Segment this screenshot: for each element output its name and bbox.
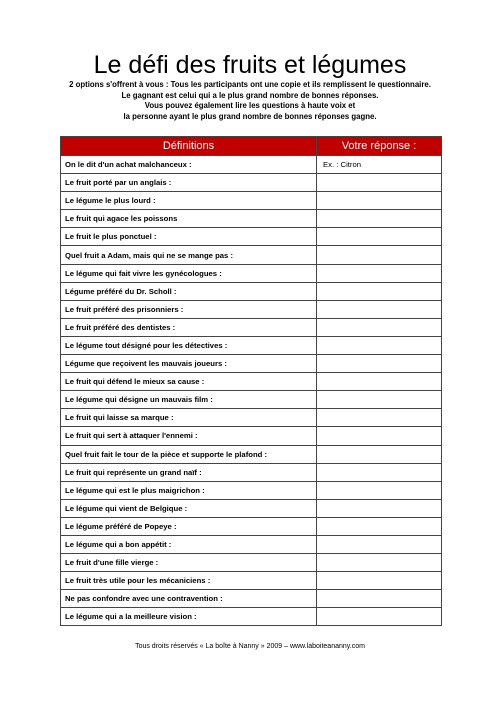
answer-cell[interactable] xyxy=(317,264,442,282)
answer-cell[interactable] xyxy=(317,210,442,228)
answer-cell[interactable] xyxy=(317,282,442,300)
table-row xyxy=(61,608,442,626)
table-row xyxy=(61,336,442,354)
answer-cell[interactable] xyxy=(317,336,442,354)
table-row xyxy=(61,300,442,318)
table-row xyxy=(61,210,442,228)
table-row xyxy=(61,264,442,282)
table-row xyxy=(61,246,442,264)
table-row xyxy=(61,228,442,246)
definition-cell: Légume préféré du Dr. Scholl : xyxy=(61,282,317,300)
answer-cell[interactable] xyxy=(317,535,442,553)
answer-cell[interactable] xyxy=(317,192,442,210)
page-title: Le défi des fruits et légumes xyxy=(93,51,407,79)
table-row xyxy=(61,156,442,174)
answer-cell[interactable] xyxy=(317,572,442,590)
answer-cell[interactable] xyxy=(317,554,442,572)
answer-cell[interactable] xyxy=(317,300,442,318)
definition-cell: Le légume tout désigné pour les détectives : xyxy=(61,336,317,354)
table-row xyxy=(61,391,442,409)
answer-cell[interactable] xyxy=(317,427,442,445)
definition-cell: Le fruit d'une fille vierge : xyxy=(61,554,317,572)
quiz-body xyxy=(61,156,442,626)
definition-cell: Le légume préféré de Popeye : xyxy=(61,517,317,535)
answer-cell[interactable] xyxy=(317,174,442,192)
answer-header: Votre réponse : xyxy=(317,137,442,156)
definition-cell: Le fruit préféré des dentistes : xyxy=(61,318,317,336)
table-row xyxy=(61,318,442,336)
table-header-row xyxy=(61,137,442,156)
definition-cell: Le fruit qui défend le mieux sa cause : xyxy=(61,373,317,391)
definition-cell: Le fruit porté par un anglais : xyxy=(61,174,317,192)
definition-cell: Le légume qui a la meilleure vision : xyxy=(61,608,317,626)
intro-line: Le gagnant est celui qui a le plus grand nombre de bonnes réponses. xyxy=(121,90,379,100)
table-row xyxy=(61,499,442,517)
table-row xyxy=(61,174,442,192)
definition-cell: Le légume qui fait vivre les gynécologues : xyxy=(61,264,317,282)
answer-cell[interactable] xyxy=(317,318,442,336)
intro-text xyxy=(20,80,480,122)
table-row xyxy=(61,445,442,463)
definition-cell: Le légume qui vient de Belgique : xyxy=(61,499,317,517)
table-row xyxy=(61,517,442,535)
table-row xyxy=(61,427,442,445)
answer-cell[interactable]: Ex. : Citron xyxy=(317,156,442,174)
answer-cell[interactable] xyxy=(317,246,442,264)
table-row xyxy=(61,373,442,391)
definition-cell: Le fruit qui agace les poissons xyxy=(61,210,317,228)
definition-cell: Le fruit qui représente un grand naïf : xyxy=(61,463,317,481)
intro-line: la personne ayant le plus grand nombre de bonnes réponses gagne. xyxy=(123,111,377,121)
footer: Tous droits réservés « La boîte à Nanny » 2009 – www.laboiteananny.com xyxy=(135,643,365,650)
definition-cell: On le dit d'un achat malchanceux : xyxy=(61,156,317,174)
intro-line: Vous pouvez également lire les questions à haute voix et xyxy=(144,101,356,110)
definition-cell: Légume que reçoivent les mauvais joueurs : xyxy=(61,355,317,373)
table-row xyxy=(61,192,442,210)
table-row xyxy=(61,572,442,590)
definition-cell: Le légume qui a bon appétit : xyxy=(61,535,317,553)
definition-cell: Le fruit le plus ponctuel : xyxy=(61,228,317,246)
answer-cell[interactable] xyxy=(317,517,442,535)
quiz-table xyxy=(60,136,442,626)
definition-cell: Le fruit qui sert à attaquer l'ennemi : xyxy=(61,427,317,445)
definition-cell: Le légume le plus lourd : xyxy=(61,192,317,210)
table-row xyxy=(61,535,442,553)
definitions-header: Définitions xyxy=(61,137,317,156)
definition-cell: Ne pas confondre avec une contravention : xyxy=(61,590,317,608)
definition-cell: Le fruit préféré des prisonniers : xyxy=(61,300,317,318)
table-row xyxy=(61,409,442,427)
intro-line: 2 options s'offrent à vous : Tous les participants ont une copie et ils remplissent le questionnaire. xyxy=(69,80,431,89)
answer-cell[interactable] xyxy=(317,445,442,463)
definition-cell: Quel fruit a Adam, mais qui ne se mange pas : xyxy=(61,246,317,264)
answer-cell[interactable] xyxy=(317,409,442,427)
answer-cell[interactable] xyxy=(317,463,442,481)
answer-cell[interactable] xyxy=(317,391,442,409)
definition-cell: Le fruit qui laisse sa marque : xyxy=(61,409,317,427)
definition-cell: Le légume qui est le plus maigrichon : xyxy=(61,481,317,499)
definition-cell: Le fruit très utile pour les mécaniciens : xyxy=(61,572,317,590)
definition-cell: Quel fruit fait le tour de la pièce et supporte le plafond : xyxy=(61,445,317,463)
definition-cell: Le légume qui désigne un mauvais film : xyxy=(61,391,317,409)
table-row xyxy=(61,463,442,481)
table-row xyxy=(61,355,442,373)
answer-cell[interactable] xyxy=(317,228,442,246)
answer-cell[interactable] xyxy=(317,608,442,626)
answer-cell[interactable] xyxy=(317,373,442,391)
answer-cell[interactable] xyxy=(317,481,442,499)
answer-cell[interactable] xyxy=(317,499,442,517)
table-row xyxy=(61,282,442,300)
table-row xyxy=(61,481,442,499)
answer-cell[interactable] xyxy=(317,590,442,608)
table-row xyxy=(61,554,442,572)
answer-cell[interactable] xyxy=(317,355,442,373)
table-row xyxy=(61,590,442,608)
